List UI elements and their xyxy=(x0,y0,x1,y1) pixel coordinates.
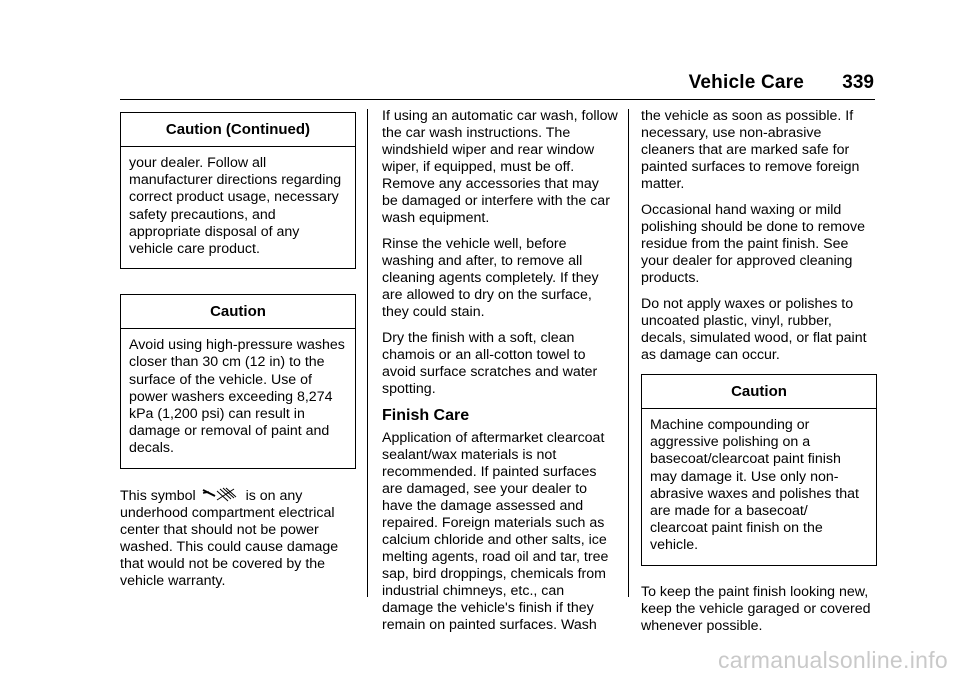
column-divider-1 xyxy=(367,109,368,597)
rinse-paragraph: Rinse the vehicle well, before washing and after, to remove all cleaning agents completely. If they are allowed to dry on the surface, they could stain. xyxy=(382,236,599,320)
uncoated-paragraph: Do not apply waxes or polishes to uncoated plastic, vinyl, rubber, decals, simulated wood, or flat paint as damage can occur. xyxy=(641,296,867,363)
column-3 xyxy=(641,108,877,644)
dry-paragraph: Dry the finish with a soft, clean chamois or an all-cotton towel to avoid surface scratches and water spotting. xyxy=(382,330,598,397)
page-number: 339 xyxy=(842,72,874,93)
watermark: carmanualsonline.info xyxy=(717,647,948,673)
garage-paragraph: To keep the paint finish looking new, keep the vehicle garaged or covered whenever possible. xyxy=(641,583,871,634)
caution-title: Caution xyxy=(642,375,876,409)
column-divider-2 xyxy=(628,109,629,597)
car-wash-paragraph: If using an automatic car wash, follow the car wash instructions. The windshield wiper and rear window wiper, if equipped, must be off. Remove any accessories that may be damaged or interfere with the car wash equipment. xyxy=(382,108,618,226)
caution-box-pressure xyxy=(120,294,356,468)
caution-continued-body: your dealer. Follow all manufacturer directions regarding correct product usage, necessary safety precautions, and appropriate disposal of any vehicle care product. xyxy=(129,155,342,258)
section-title: Vehicle Care xyxy=(688,72,804,93)
wash-continued-paragraph: the vehicle as soon as possible. If necessary, use non-abrasive cleaners that are marked safe for painted surfaces to remove foreign matter. xyxy=(641,108,860,192)
caution-body: Machine compounding or aggressive polishing on a basecoat/clearcoat paint finish may damage it. Use only non-abrasive waxes and polishes that are made for a basecoat/ clearcoat paint finish on the vehicle. xyxy=(650,417,859,554)
symbol-text-after: is on any underhood compartment electrical center that should not be power washed. This could cause damage that would not be covered by the vehicle warranty. xyxy=(120,487,339,589)
symbol-paragraph xyxy=(120,487,356,590)
no-power-wash-icon xyxy=(201,487,241,502)
caution-title: Caution xyxy=(121,295,355,329)
caution-continued-title: Caution (Continued) xyxy=(121,113,355,147)
caution-body: Avoid using high-pressure washes closer than 30 cm (12 in) to the surface of the vehicle. Use of power washers exceeding 8,274 kPa (1,200 psi) can result in damage or removal of paint and decals. xyxy=(129,337,345,457)
finish-care-heading: Finish Care xyxy=(382,407,470,424)
waxing-paragraph: Occasional hand waxing or mild polishing should be done to remove residue from the paint finish. See your dealer for approved cleaning products. xyxy=(641,202,866,286)
finish-care-paragraph: Application of aftermarket clearcoat sealant/wax materials is not recommended. If painted surfaces are damaged, see your dealer to have the damage assessed and repaired. Foreign materials such as calcium chloride and other salts, ice melting agents, road oil and tar, tree sap, bird droppings, chemicals from industrial chimneys, etc., can damage the vehicle's finish if they remain on painted surfaces. Wash xyxy=(382,430,609,633)
caution-continued-box xyxy=(120,112,356,269)
column-1 xyxy=(120,112,356,599)
column-2 xyxy=(382,108,618,643)
caution-box-polishing xyxy=(641,374,877,566)
symbol-text-before: This symbol xyxy=(120,487,196,504)
header-divider xyxy=(120,99,875,100)
